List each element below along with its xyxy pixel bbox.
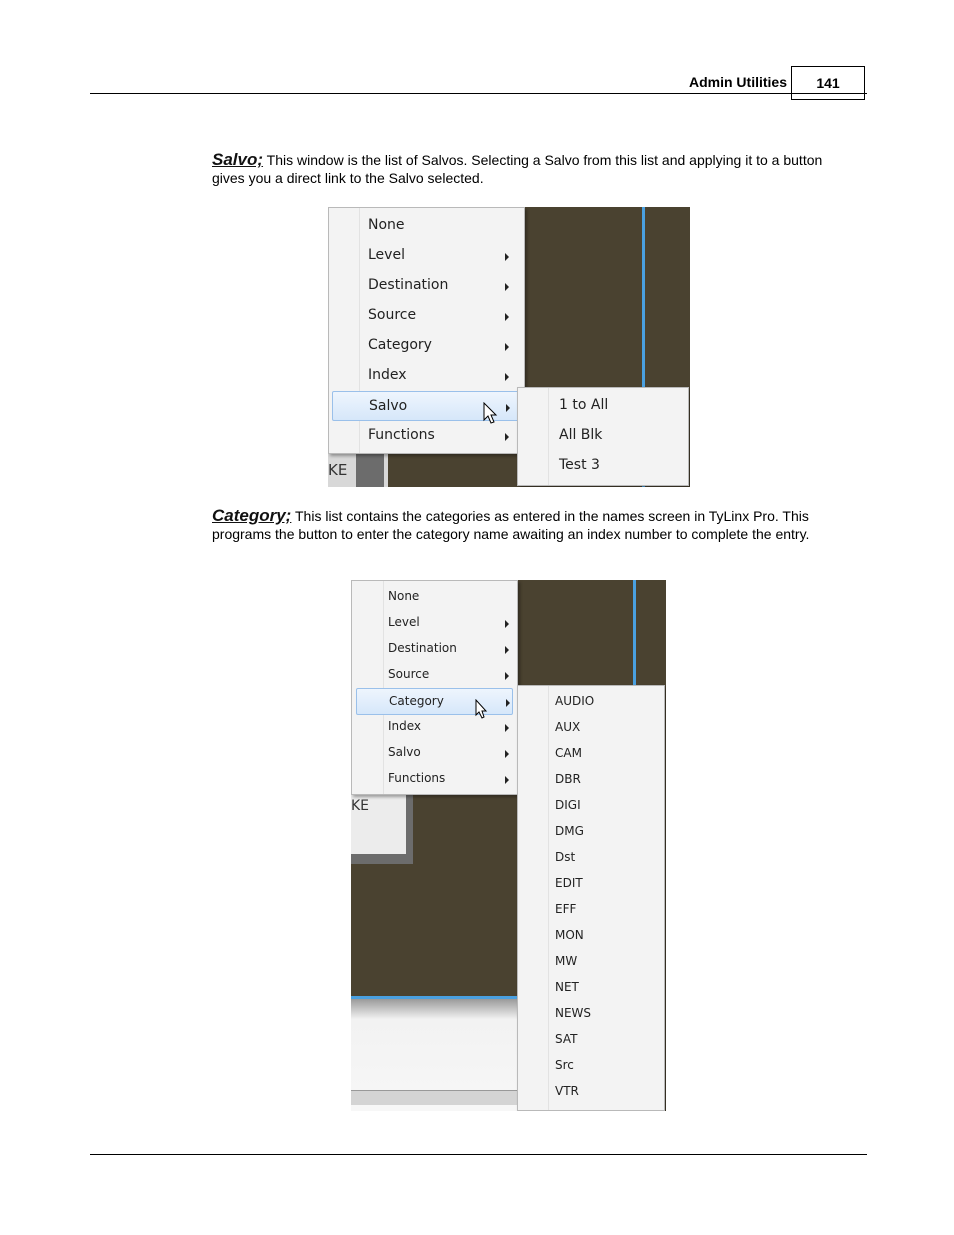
header-rule: [90, 93, 867, 94]
submenu-arrow-icon: [505, 373, 509, 381]
submenu-arrow-icon: [505, 433, 509, 441]
background-button: [351, 794, 406, 854]
background-scrollbar: [351, 1090, 521, 1105]
submenu-arrow-icon: [505, 750, 509, 758]
menu-item-destination[interactable]: Destination: [329, 274, 524, 298]
submenu-arrow-icon: [505, 776, 509, 784]
submenu-arrow-icon: [505, 646, 509, 654]
submenu-item[interactable]: DIGI: [555, 798, 581, 812]
salvo-submenu: [517, 387, 689, 486]
submenu-arrow-icon: [505, 313, 509, 321]
menu-item-destination[interactable]: Destination: [352, 638, 517, 660]
menu-item-source[interactable]: Source: [352, 664, 517, 686]
submenu-item[interactable]: All Blk: [559, 427, 603, 443]
submenu-item[interactable]: Dst: [555, 850, 576, 864]
submenu-arrow-icon: [505, 724, 509, 732]
mouse-pointer-icon: [475, 699, 489, 721]
mouse-pointer-icon: [483, 402, 499, 426]
menu-item-none[interactable]: None: [388, 589, 420, 603]
background-panel: [356, 452, 384, 487]
menu-item-category[interactable]: Category: [356, 688, 513, 715]
submenu-item[interactable]: MW: [555, 954, 578, 968]
menu-item-index[interactable]: Index: [352, 716, 517, 738]
footer-rule: [90, 1154, 867, 1155]
submenu-item[interactable]: 1 to All: [559, 397, 609, 413]
salvo-paragraph: [212, 151, 848, 187]
menu-item-functions[interactable]: Functions: [352, 768, 517, 790]
submenu-item[interactable]: AUDIO: [555, 694, 595, 708]
submenu-arrow-icon: [505, 283, 509, 291]
category-menu-screenshot: [351, 580, 666, 1111]
submenu-item[interactable]: Src: [555, 1058, 574, 1072]
salvo-menu-screenshot: [328, 207, 690, 487]
category-heading: Category;: [212, 506, 292, 525]
submenu-arrow-icon: [506, 699, 510, 707]
menu-item-index[interactable]: Index: [329, 364, 524, 388]
submenu-arrow-icon: [505, 253, 509, 261]
submenu-item[interactable]: CAM: [555, 746, 582, 760]
submenu-arrow-icon: [505, 672, 509, 680]
category-paragraph: [212, 507, 848, 543]
running-header-title: Admin Utilities: [688, 74, 787, 90]
window-edge: [633, 580, 636, 688]
menu-item-category[interactable]: Category: [329, 334, 524, 358]
submenu-item[interactable]: VTR: [555, 1084, 579, 1098]
submenu-item[interactable]: SAT: [555, 1032, 578, 1046]
submenu-item[interactable]: AUX: [555, 720, 581, 734]
submenu-item[interactable]: MON: [555, 928, 584, 942]
background-button-label: KE: [328, 461, 348, 479]
submenu-arrow-icon: [505, 620, 509, 628]
menu-item-source[interactable]: Source: [329, 304, 524, 328]
submenu-item[interactable]: EFF: [555, 902, 577, 916]
context-menu: [351, 580, 518, 795]
menu-item-salvo[interactable]: Salvo: [352, 742, 517, 764]
menu-item-none[interactable]: None: [368, 217, 405, 233]
page-number: 141: [791, 66, 865, 100]
submenu-arrow-icon: [505, 343, 509, 351]
menu-item-level[interactable]: Level: [329, 244, 524, 268]
submenu-item[interactable]: Test 3: [559, 457, 600, 473]
submenu-item[interactable]: NET: [555, 980, 579, 994]
submenu-item[interactable]: NEWS: [555, 1006, 592, 1020]
category-description: This list contains the categories as entered in the names screen in TyLinx Pro. This programs the button to enter the category name awaiting an index number to complete the entry.: [212, 508, 810, 542]
submenu-item[interactable]: DBR: [555, 772, 581, 786]
category-submenu: [517, 685, 665, 1111]
menu-item-level[interactable]: Level: [352, 612, 517, 634]
submenu-item[interactable]: DMG: [555, 824, 584, 838]
menu-item-salvo[interactable]: Salvo: [332, 391, 521, 421]
salvo-description: This window is the list of Salvos. Selecting a Salvo from this list and applying it to a button gives you a direct link to the Salvo selected.: [212, 152, 823, 186]
background-button-label: KE: [351, 798, 370, 814]
submenu-arrow-icon: [506, 404, 510, 412]
menu-item-functions[interactable]: Functions: [329, 424, 524, 448]
salvo-heading: Salvo;: [212, 150, 264, 169]
submenu-item[interactable]: EDIT: [555, 876, 583, 890]
